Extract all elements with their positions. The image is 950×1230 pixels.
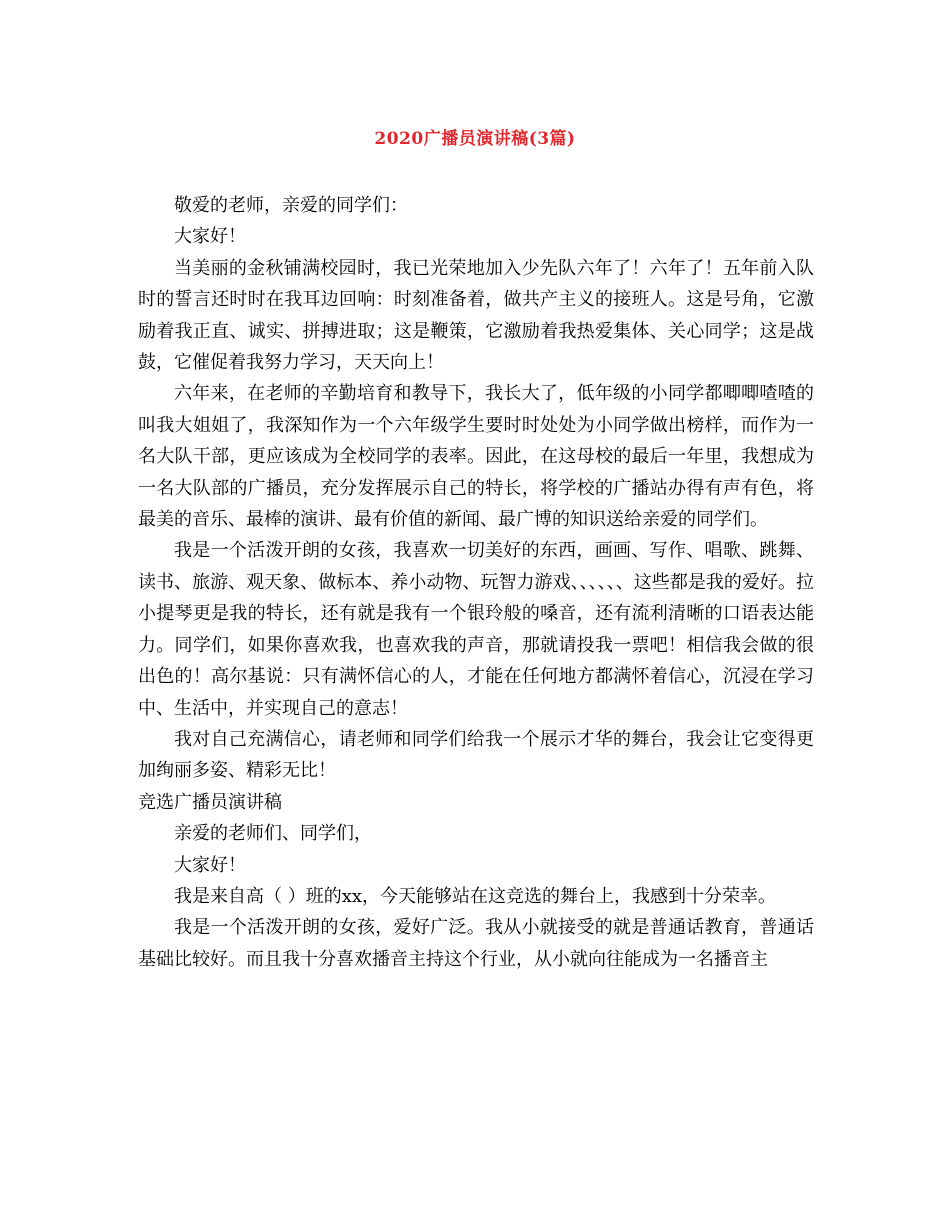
paragraph-six-years: 六年来，在老师的辛勤培育和教导下，我长大了，低年级的小同学都唧唧喳喳的叫我大姐姐了，我深知作为一个六年级学生要时时处处为小同学做出榜样，而作为一名大队干部，更应该成为全校同学的表率。因此，在这母校的最后一年里，我想成为一名大队部的广播员，充分发挥展示自己的特长，将学校的广播站办得有声有色，将最美的音乐、最棒的演讲、最有价值的新闻、最广博的知识送给亲爱的同学们。	[138, 383, 814, 531]
paragraph-pioneer: 当美丽的金秋铺满校园时，我已光荣地加入少先队六年了！六年了！五年前入队时的誓言还时时在我耳边回响：时刻准备着，做共产主义的接班人。这是号角，它激励着我正直、诚实、拼搏进取；这是鞭策，它激励着我热爱集体、关心同学；这是战鼓，它催促着我努力学习，天天向上！	[138, 257, 814, 374]
paragraph-intro: 我是来自高（ ）班的xx，今天能够站在这竞选的舞台上，我感到十分荣幸。	[174, 885, 777, 907]
paragraph-greeting: 敬爱的老师，亲爱的同学们：	[174, 195, 408, 216]
paragraph-greeting-2: 亲爱的老师们、同学们，	[174, 823, 372, 845]
paragraph-mandarin: 我是一个活泼开朗的女孩，爱好广泛。我从小就接受的就是普通话教育，普通话基础比较好。而且我十分喜欢播音主持这个行业，从小就向往能成为一名播音主	[138, 917, 814, 970]
paragraph-hello: 大家好！	[174, 226, 246, 248]
section-heading: 竞选广播员演讲稿	[138, 791, 282, 813]
paragraph-confidence: 我对自己充满信心，请老师和同学们给我一个展示才华的舞台，我会让它变得更加绚丽多姿、精彩无比！	[138, 728, 814, 782]
document-body	[138, 190, 814, 975]
paragraph-hello-2: 大家好！	[174, 854, 246, 876]
paragraph-hobbies: 我是一个活泼开朗的女孩，我喜欢一切美好的东西，画画、写作、唱歌、跳舞、读书、旅游、观天象、做标本、养小动物、玩智力游戏、、、、、、这些都是我的爱好。拉小提琴更是我的特长，还有就是我有一个银玲般的嗓音，还有流利清晰的口语表达能力。同学们，如果你喜欢我，也喜欢我的声音，那就请投我一票吧！相信我会做的很出色的！高尔基说：只有满怀信心的人，才能在任何地方都满怀着信心，沉浸在学习中、生活中，并实现自己的意志！	[138, 540, 814, 719]
document-title: 2020广播员演讲稿(3篇)	[374, 129, 576, 149]
